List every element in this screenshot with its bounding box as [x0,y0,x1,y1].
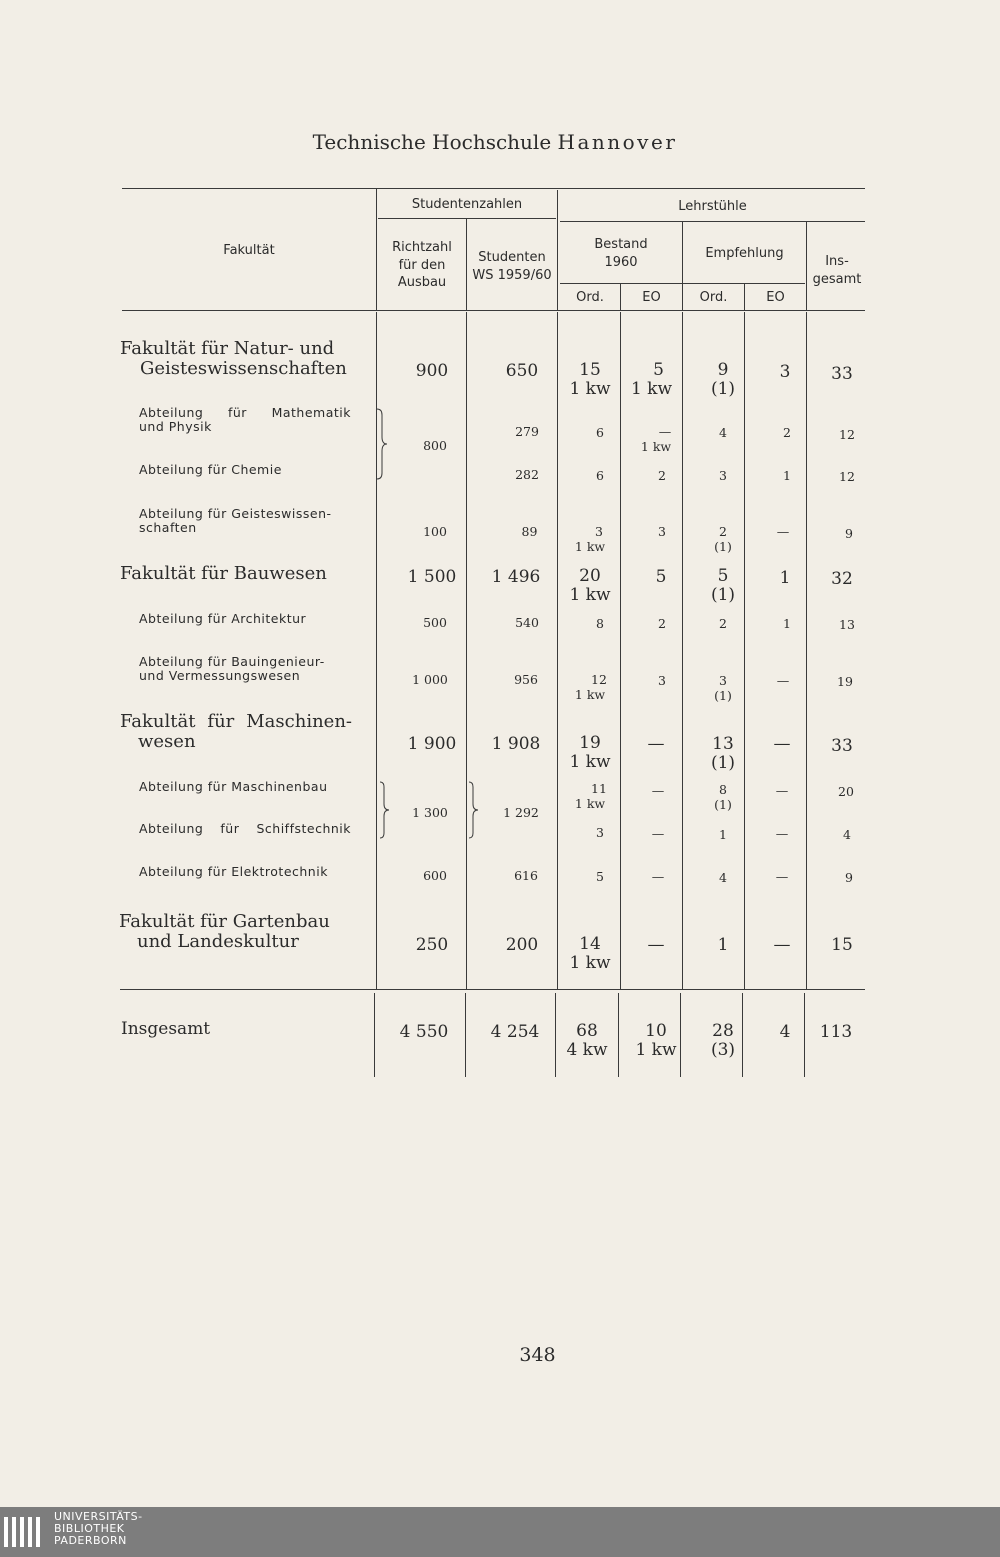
header-richtzahl-line2: für den [398,257,446,273]
row-f3a2-bestand-ord: 3 [596,825,604,840]
table-top-rule [122,188,865,189]
header-studenten-line1: Studenten [478,250,546,265]
row-f1-empf-eo: 3 [779,362,791,382]
row-f4-name-line2: und Landeskultur [137,930,299,952]
row-f3-name-line2: wesen [138,730,196,752]
row-f2-bestand-ord-line2: 1 kw [569,585,611,605]
header-bestand [560,236,682,271]
row-f2-stud: 1 496 [491,567,541,587]
header-fakultaet: Fakultät [223,243,275,258]
row-f1a1-bestand-eo-line2: 1 kw [640,439,672,454]
library-logo-line1: UNIVERSITÄTS- [54,1510,143,1523]
row-f2a2-name-line1: Abteilung für Bauingenieur- [139,654,325,669]
row-total-empf-ord-line1: 28 [712,1021,734,1041]
library-logo-text [54,1511,143,1547]
row-f2a1-bestand-ord: 8 [596,616,604,631]
row-f3a2-insgesamt: 4 [843,827,851,842]
row-f2a2-name [139,655,325,684]
row-f3-stud: 1 908 [491,734,541,754]
row-f3a12-richt: 1 300 [412,805,448,820]
row-total-bestand-ord [557,1022,617,1060]
row-f3a3-empf-eo: — [775,869,789,884]
header-empfehlung: Empfehlung [705,246,784,261]
row-f2-bestand-ord-line1: 20 [579,566,601,586]
row-f2a2-name-line2: und Vermessungswesen [139,668,301,684]
row-f1a1-stud: 279 [515,424,539,439]
header-vrule-1 [376,188,377,310]
header-studentenzahlen: Studentenzahlen [411,197,523,212]
row-f4-insgesamt: 15 [831,935,853,955]
header-studenten-line2: WS 1959/60 [472,267,552,283]
row-f3a3-bestand-eo: — [651,869,665,884]
row-total-bestand-eo-line2: 1 kw [635,1040,677,1060]
row-f2a2-bestand-ord-line1: 12 [591,672,607,687]
row-f2-empf-ord-line1: 5 [717,566,729,586]
row-f1a3-name-line2: schaften [139,520,197,536]
header-richtzahl-line1: Richtzahl [392,240,452,255]
body-vrule-6 [744,312,745,989]
row-f2-richt: 1 500 [407,567,457,587]
row-f1-richt: 900 [415,361,449,381]
row-f1a3-bestand-ord [560,524,620,554]
row-f3a1-bestand-eo: — [651,783,665,798]
page-number: 348 [519,1344,556,1366]
row-total-empf-eo: 4 [779,1022,791,1042]
brace-f1a12-richt [375,407,391,481]
row-total-empf-ord-line2: (3) [710,1040,736,1060]
row-f1a2-name: Abteilung für Chemie [139,462,282,477]
row-f1a3-name-line1: Abteilung für Geisteswissen- [139,506,332,521]
row-f3-richt: 1 900 [407,734,457,754]
row-f3-bestand-ord-line2: 1 kw [569,752,611,772]
header-bestand-eo: EO [642,290,661,305]
row-f3a3-empf-ord: 4 [719,870,727,885]
row-f1a1-bestand-eo-line1: — [658,424,672,439]
row-f2a2-insgesamt: 19 [837,674,853,689]
row-f1-bestand-ord-line1: 15 [579,360,601,380]
row-f2a1-insgesamt: 13 [839,617,855,632]
header-richtzahl [378,239,466,292]
row-f3-bestand-eo: — [647,734,665,754]
row-f2a2-bestand-eo: 3 [658,673,666,688]
row-f1a3-richt: 100 [423,524,447,539]
row-f2-insgesamt: 32 [831,569,853,589]
row-f2-empf-eo: 1 [779,568,791,588]
row-f3a3-insgesamt: 9 [845,870,853,885]
row-total-bestand-ord-line2: 4 kw [566,1040,608,1060]
row-f1-empf-ord-line2: (1) [710,379,736,399]
row-total-insgesamt: 113 [819,1022,853,1042]
body-vrule-5 [682,312,683,989]
row-f3a3-name: Abteilung für Elektrotechnik [139,864,328,879]
row-f1-name-line1: Fakultät für Natur- und [120,338,335,359]
row-total-name: Insgesamt [121,1019,211,1039]
row-f3-empf-eo: — [773,734,791,754]
row-f2a1-name: Abteilung für Architektur [139,611,307,626]
row-f3a1-bestand-ord-line2: 1 kw [574,796,606,811]
row-f4-name [119,912,330,952]
library-logo-icon [4,1517,44,1547]
brace-f3a12-richt [378,780,394,840]
row-f1-bestand-eo-line1: 5 [653,360,664,380]
row-f1-name-line2: Geisteswissenschaften [140,357,347,379]
header-empfehlung-ord: Ord. [699,290,728,305]
row-total-bestand-ord-line1: 68 [576,1021,598,1041]
row-f1a3-bestand-ord-line1: 3 [595,524,603,539]
header-sub-rule-right [560,221,865,222]
row-f4-richt: 250 [415,935,449,955]
row-f1a1-name [139,406,351,435]
library-logo-line3: PADERBORN [54,1534,127,1547]
row-f2-bestand-ord [560,567,620,605]
row-f3-empf-ord-line2: (1) [710,753,736,773]
title-part2: Hannover [557,130,678,154]
row-f1a2-empf-eo: 1 [783,468,791,483]
row-total-bestand-eo-line1: 10 [645,1021,667,1041]
row-f2-bestand-eo: 5 [655,567,667,587]
row-f2a2-richt: 1 000 [412,672,448,687]
row-f4-name-line1: Fakultät für Gartenbau [119,911,330,932]
row-f2a2-bestand-ord-line2: 1 kw [574,687,606,702]
row-f1a1-bestand-ord: 6 [596,425,604,440]
row-f1a1-insgesamt: 12 [839,427,855,442]
header-lehrstuehle: Lehrstühle [678,199,747,214]
header-vrule-3 [557,190,558,310]
row-f3a2-name: Abteilung für Schiffstechnik [139,821,351,836]
row-f2a1-richt: 500 [423,615,447,630]
row-f1a2-bestand-ord: 6 [596,468,604,483]
row-f1-empf-ord-line1: 9 [717,360,729,380]
row-f3a3-richt: 600 [423,868,447,883]
row-f1-bestand-eo [621,361,682,399]
row-f1a3-empf-ord-line2: (1) [714,539,732,554]
row-f1a12-richt: 800 [423,438,447,453]
row-f4-bestand-ord-line1: 14 [579,934,601,954]
row-f3a1-empf-ord-line1: 8 [719,782,727,797]
total-vrule-1 [374,993,375,1077]
row-f1-bestand-eo-line2: 1 kw [630,379,673,399]
row-f3a1-empf-ord-line2: (1) [714,797,732,812]
row-f2a2-empf-eo: — [776,673,790,688]
row-f1-insgesamt: 33 [831,364,853,384]
row-f2a1-empf-eo: 1 [783,616,791,631]
row-f3-insgesamt: 33 [831,736,853,756]
row-f4-bestand-eo: — [647,935,665,955]
row-f4-empf-eo: — [773,935,791,955]
brace-f3a12-stud [467,780,483,840]
library-footer [0,1507,1000,1557]
body-vrule-3 [557,312,558,989]
header-bestand-line2: 1960 [604,254,638,270]
row-f1a3-name [139,507,332,536]
row-f3-name-line1: Fakultät für Maschinen- [120,711,352,732]
row-f3-name [120,712,352,752]
row-f1-bestand-ord [560,361,620,399]
row-f4-stud: 200 [505,935,539,955]
body-vrule-7 [806,312,807,989]
header-studenten [467,249,557,284]
row-f3a1-empf-eo: — [775,783,789,798]
header-bestand-ord: Ord. [576,290,604,305]
library-logo-line2: BIBLIOTHEK [54,1522,125,1535]
row-f3a2-empf-ord: 1 [719,827,727,842]
row-f3a3-bestand-ord: 5 [596,869,604,884]
row-f2a1-bestand-eo: 2 [658,616,666,631]
row-f1a1-empf-eo: 2 [783,425,791,440]
row-f1a3-insgesamt: 9 [845,526,853,541]
row-f3a2-bestand-eo: — [651,826,665,841]
row-f2-empf-ord-line2: (1) [710,585,736,605]
row-f3a12-stud: 1 292 [503,805,539,820]
header-richtzahl-line3: Ausbau [397,275,447,291]
row-total-stud: 4 254 [490,1022,540,1042]
row-f3a1-insgesamt: 20 [838,784,854,799]
header-empfehlung-eo: EO [766,290,785,305]
row-f1-bestand-ord-line2: 1 kw [569,379,611,399]
header-sub-rule-left [378,218,556,219]
row-f2-name: Fakultät für Bauwesen [120,563,327,584]
row-f1a3-bestand-eo: 3 [658,524,666,539]
page-title [0,130,990,154]
title-part1: Technische Hochschule [312,130,552,154]
row-f1a3-bestand-ord-line2: 1 kw [574,539,606,554]
row-f2a2-stud: 956 [514,672,538,687]
row-f1a3-stud: 89 [521,524,538,539]
row-f2a2-bestand-ord [560,672,620,702]
row-f2a2-empf-ord-line2: (1) [714,688,732,703]
header-bestand-line1: Bestand [594,237,648,252]
header-insgesamt-line2: gesamt [812,271,862,287]
row-f1a1-empf-ord: 4 [719,425,727,440]
row-f1-stud: 650 [505,361,539,381]
row-f1a2-stud: 282 [515,467,539,482]
row-f2a1-empf-ord: 2 [719,616,727,631]
row-f1a1-name-line1: Abteilung für Mathematik [139,405,351,420]
row-f2a1-stud: 540 [515,615,539,630]
row-f3a1-bestand-ord [560,781,620,811]
row-f3a1-bestand-ord-line1: 11 [591,781,607,796]
row-f1a2-bestand-eo: 2 [658,468,666,483]
row-f1a2-empf-ord: 3 [719,468,727,483]
row-f3-bestand-ord-line1: 19 [579,733,601,753]
body-vrule-4 [620,312,621,989]
row-f1a3-empf-eo: — [776,524,790,539]
row-f3a3-stud: 616 [514,868,538,883]
row-f1a1-bestand-eo [621,424,681,454]
body-bottom-rule [120,989,865,990]
row-f1-name [120,339,347,379]
row-f4-empf-ord: 1 [717,935,729,955]
row-f3-empf-ord-line1: 13 [712,734,734,754]
header-insgesamt [807,253,867,288]
body-vrule-2 [466,312,467,989]
row-f4-bestand-ord-line2: 1 kw [569,953,611,973]
row-f2a2-empf-ord-line1: 3 [719,673,727,688]
row-f3a1-name: Abteilung für Maschinenbau [139,779,328,794]
header-bottom-rule [122,310,865,311]
row-f1a1-name-line2: und Physik [139,419,212,435]
row-total-richt: 4 550 [399,1022,449,1042]
row-f1a3-empf-ord-line1: 2 [719,524,727,539]
row-f4-bestand-ord [560,935,620,973]
row-f1a2-insgesamt: 12 [839,469,855,484]
header-insgesamt-line1: Ins- [825,254,849,269]
row-f3a2-empf-eo: — [775,826,789,841]
row-f3-bestand-ord [560,734,620,772]
